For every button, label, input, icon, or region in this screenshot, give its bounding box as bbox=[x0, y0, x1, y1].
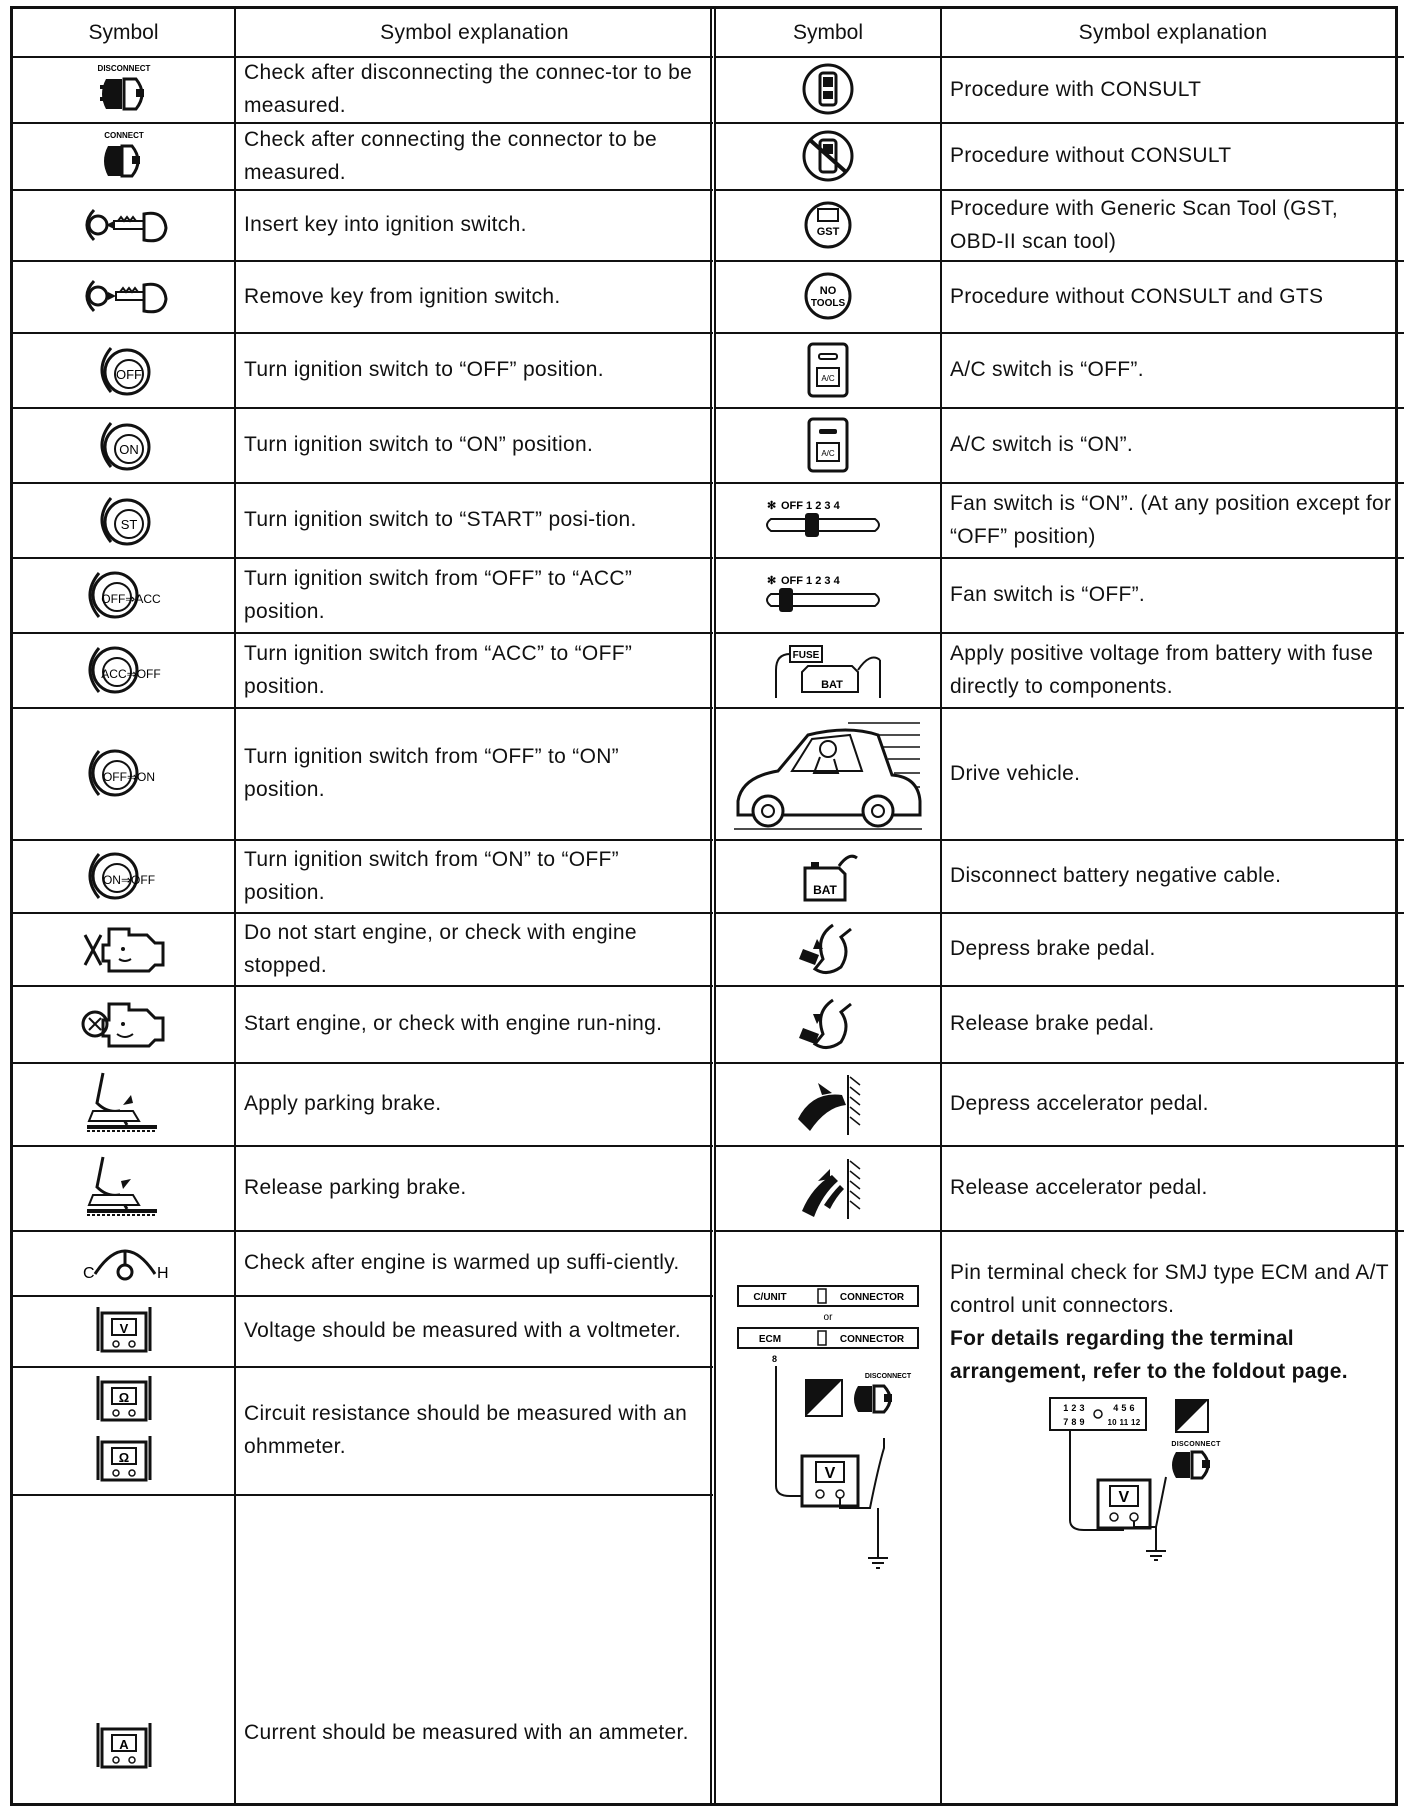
table-row bbox=[13, 56, 713, 124]
table-row bbox=[13, 407, 713, 484]
table-row bbox=[716, 407, 1404, 484]
svg-text:V: V bbox=[1118, 1489, 1130, 1506]
row-text: Procedure without CONSULT bbox=[950, 144, 1232, 167]
table-row bbox=[716, 56, 1404, 124]
svg-text:H: H bbox=[156, 1264, 169, 1282]
svg-text:4 5 6: 4 5 6 bbox=[1113, 1403, 1135, 1413]
ignition-on-off-icon bbox=[79, 846, 169, 906]
battery-disconnect-icon bbox=[793, 846, 863, 906]
svg-text:FUSE: FUSE bbox=[792, 649, 820, 661]
no-consult-icon bbox=[798, 128, 858, 184]
left-header-row bbox=[13, 9, 713, 58]
row-text: Start engine, or check with engine run-ning. bbox=[244, 1012, 663, 1035]
row-text: Turn ignition switch from “OFF” to “ON” position. bbox=[244, 745, 619, 801]
svg-text:DISCONNECT: DISCONNECT bbox=[1171, 1441, 1221, 1448]
svg-text:TOOLS: TOOLS bbox=[810, 298, 846, 309]
remove-key-icon bbox=[74, 271, 174, 321]
insert-key-icon bbox=[74, 200, 174, 250]
no-tools-icon bbox=[798, 268, 858, 324]
depress-accelerator-icon bbox=[788, 1071, 868, 1137]
table-row bbox=[13, 1366, 713, 1496]
table-row bbox=[716, 332, 1404, 409]
row-text: Fan switch is “OFF”. bbox=[950, 583, 1146, 606]
ohmmeter-icon bbox=[84, 1374, 164, 1426]
ac-switch-off-icon bbox=[803, 340, 853, 400]
right-header-row bbox=[716, 9, 1404, 58]
table-row bbox=[13, 985, 713, 1064]
voltmeter-icon bbox=[84, 1303, 164, 1359]
svg-text:CONNECTOR: CONNECTOR bbox=[839, 1292, 905, 1303]
row-text: Apply parking brake. bbox=[244, 1092, 442, 1115]
table-row bbox=[716, 482, 1404, 559]
row-text: Procedure without CONSULT and GTS bbox=[950, 284, 1324, 308]
row-text: Depress brake pedal. bbox=[950, 937, 1156, 960]
row-text: Do not start engine, or check with engine stopped. bbox=[244, 920, 637, 977]
svg-text:A/C: A/C bbox=[821, 373, 835, 383]
row-text: Release parking brake. bbox=[244, 1176, 467, 1199]
svg-text:Ω: Ω bbox=[118, 1450, 129, 1465]
pin-terminal-check-diagram bbox=[728, 1280, 928, 1580]
svg-text:or: or bbox=[823, 1312, 833, 1323]
svg-text:A/C: A/C bbox=[821, 448, 835, 458]
table-row bbox=[716, 839, 1404, 914]
row-text: Turn ignition switch from “ON” to “OFF” position. bbox=[244, 847, 619, 904]
svg-text:✻: ✻ bbox=[767, 499, 777, 512]
table-row bbox=[13, 1230, 713, 1297]
row-text: Drive vehicle. bbox=[950, 761, 1081, 785]
svg-text:ECM: ECM bbox=[758, 1334, 782, 1345]
svg-text:OFF⇒ACC: OFF⇒ACC bbox=[100, 591, 161, 606]
release-brake-pedal-icon bbox=[793, 994, 863, 1054]
svg-text:C/UNIT: C/UNIT bbox=[753, 1292, 787, 1303]
table-row bbox=[13, 1145, 713, 1232]
row-text: Insert key into ignition switch. bbox=[244, 213, 527, 236]
ignition-acc-off-icon bbox=[79, 640, 169, 700]
svg-text:CONNECT: CONNECT bbox=[103, 130, 144, 140]
row-text: Check after engine is warmed up suffi-ciently. bbox=[244, 1251, 680, 1274]
table-row bbox=[716, 985, 1404, 1064]
row-text: Procedure with CONSULT bbox=[950, 77, 1202, 101]
svg-text:A: A bbox=[118, 1737, 129, 1752]
row-text: Release brake pedal. bbox=[950, 1012, 1155, 1035]
symbol-table bbox=[10, 6, 1398, 1806]
svg-text:7 8 9: 7 8 9 bbox=[1063, 1417, 1085, 1427]
svg-text:ON: ON bbox=[118, 441, 139, 457]
svg-text:ACC⇒OFF: ACC⇒OFF bbox=[100, 666, 161, 681]
table-row bbox=[716, 632, 1404, 709]
ignition-off-icon bbox=[89, 340, 159, 400]
svg-text:NO: NO bbox=[819, 285, 837, 297]
release-accelerator-icon bbox=[788, 1155, 868, 1221]
table-row bbox=[13, 632, 713, 709]
svg-text:ST: ST bbox=[120, 516, 137, 532]
svg-text:8: 8 bbox=[772, 1354, 778, 1364]
row-text: Release accelerator pedal. bbox=[950, 1176, 1208, 1199]
depress-brake-pedal-icon bbox=[793, 919, 863, 979]
row-text: Check after connecting the connector to be measured. bbox=[244, 127, 658, 184]
svg-text:V: V bbox=[119, 1320, 128, 1336]
apply-parking-brake-icon bbox=[79, 1069, 169, 1139]
engine-stopped-icon bbox=[79, 919, 169, 979]
fan-switch-on-icon bbox=[763, 495, 893, 545]
row-text: Turn ignition switch from “OFF” to “ACC” position. bbox=[244, 566, 633, 623]
disconnect-connector-icon bbox=[84, 61, 164, 117]
svg-text:GST: GST bbox=[816, 225, 840, 238]
battery-fuse-icon bbox=[768, 640, 888, 700]
ignition-off-acc-icon bbox=[79, 565, 169, 625]
table-row bbox=[716, 912, 1404, 987]
table-row bbox=[13, 912, 713, 987]
table-row bbox=[13, 707, 713, 841]
ohmmeter-icon bbox=[84, 1434, 164, 1486]
row-text: Turn ignition switch to “ON” position. bbox=[244, 433, 594, 456]
symbol-header: Symbol bbox=[13, 9, 236, 56]
pin-check-text: Pin terminal check for SMJ type ECM and A/T control unit connectors. bbox=[950, 1261, 1389, 1317]
svg-text:BAT: BAT bbox=[821, 678, 843, 691]
svg-text:DISCONNECT: DISCONNECT bbox=[97, 64, 150, 73]
table-row bbox=[716, 557, 1404, 634]
left-column bbox=[13, 9, 713, 1803]
row-text: Procedure with Generic Scan Tool (GST, OBD-II scan tool) bbox=[950, 196, 1339, 253]
svg-text:DISCONNECT: DISCONNECT bbox=[864, 1373, 912, 1380]
row-text: Turn ignition switch to “START” posi-tion. bbox=[244, 508, 637, 531]
fan-switch-off-icon bbox=[763, 570, 893, 620]
table-row bbox=[13, 260, 713, 334]
svg-text:ON⇒OFF: ON⇒OFF bbox=[102, 872, 155, 887]
svg-text:C: C bbox=[82, 1264, 95, 1282]
table-row bbox=[13, 1062, 713, 1147]
svg-text:H.S.: H.S. bbox=[820, 1404, 840, 1415]
engine-running-icon bbox=[79, 994, 169, 1054]
row-text: Apply positive voltage from battery with fuse directly to components. bbox=[950, 641, 1374, 698]
table-row bbox=[13, 482, 713, 559]
right-column bbox=[710, 9, 1404, 1803]
consult-icon bbox=[798, 61, 858, 117]
svg-text:1 2 3: 1 2 3 bbox=[1063, 1403, 1085, 1413]
svg-text:Ω: Ω bbox=[118, 1390, 129, 1405]
table-row bbox=[13, 332, 713, 409]
svg-text:OFF 1 2 3 4: OFF 1 2 3 4 bbox=[781, 574, 840, 587]
table-row bbox=[716, 260, 1404, 334]
table-row bbox=[13, 189, 713, 262]
explanation-header: Symbol explanation bbox=[1078, 21, 1268, 44]
svg-text:✻: ✻ bbox=[767, 574, 777, 587]
table-row bbox=[716, 122, 1404, 191]
svg-text:BAT: BAT bbox=[813, 882, 837, 897]
row-text: Circuit resistance should be measured with an ohmmeter. bbox=[244, 1402, 688, 1458]
table-row bbox=[13, 557, 713, 634]
row-text: Current should be measured with an ammeter. bbox=[244, 1721, 689, 1744]
row-text: Voltage should be measured with a voltmeter. bbox=[244, 1319, 681, 1342]
ignition-start-icon bbox=[89, 490, 159, 550]
ac-switch-on-icon bbox=[803, 415, 853, 475]
row-text: Disconnect battery negative cable. bbox=[950, 864, 1282, 887]
gst-icon bbox=[798, 197, 858, 253]
temperature-gauge-icon bbox=[69, 1238, 179, 1288]
svg-text:CONNECTOR: CONNECTOR bbox=[839, 1334, 905, 1345]
table-row bbox=[716, 1062, 1404, 1147]
pin-check-note: For details regarding the terminal arrangement, refer to the foldout page. bbox=[950, 1327, 1348, 1383]
svg-text:H.S.: H.S. bbox=[1186, 1420, 1206, 1430]
table-row bbox=[13, 122, 713, 191]
table-row bbox=[716, 1145, 1404, 1232]
table-row bbox=[716, 707, 1404, 841]
svg-text:OFF⇒ON: OFF⇒ON bbox=[102, 770, 155, 784]
drive-vehicle-icon bbox=[728, 713, 928, 833]
terminal-arrangement-diagram bbox=[1046, 1392, 1266, 1562]
row-text: A/C switch is “OFF”. bbox=[950, 358, 1144, 381]
row-text: Fan switch is “ON”. (At any position except for “OFF” position) bbox=[950, 491, 1392, 548]
row-text: Remove key from ignition switch. bbox=[244, 284, 561, 308]
release-parking-brake-icon bbox=[79, 1153, 169, 1223]
ignition-on-icon bbox=[89, 415, 159, 475]
row-text: Turn ignition switch from “ACC” to “OFF” position. bbox=[244, 641, 633, 698]
explanation-header: Symbol explanation bbox=[380, 21, 569, 44]
ignition-off-on-icon bbox=[79, 743, 169, 803]
ammeter-icon bbox=[84, 1719, 164, 1775]
svg-text:10 11 12: 10 11 12 bbox=[1107, 1418, 1141, 1427]
table-row bbox=[716, 1230, 1404, 1803]
table-row bbox=[716, 189, 1404, 262]
svg-text:V: V bbox=[824, 1465, 836, 1482]
connect-connector-icon bbox=[84, 128, 164, 184]
row-text: A/C switch is “ON”. bbox=[950, 433, 1134, 456]
table-row bbox=[13, 1494, 713, 1803]
svg-text:OFF 1 2 3 4: OFF 1 2 3 4 bbox=[781, 499, 840, 512]
table-row bbox=[13, 1295, 713, 1368]
table-row bbox=[13, 839, 713, 914]
row-text: Check after disconnecting the connec-tor to be measured. bbox=[244, 61, 693, 117]
row-text: Turn ignition switch to “OFF” position. bbox=[244, 358, 604, 381]
svg-text:OFF: OFF bbox=[115, 366, 142, 382]
row-text: Depress accelerator pedal. bbox=[950, 1092, 1209, 1115]
symbol-header: Symbol bbox=[716, 9, 942, 56]
